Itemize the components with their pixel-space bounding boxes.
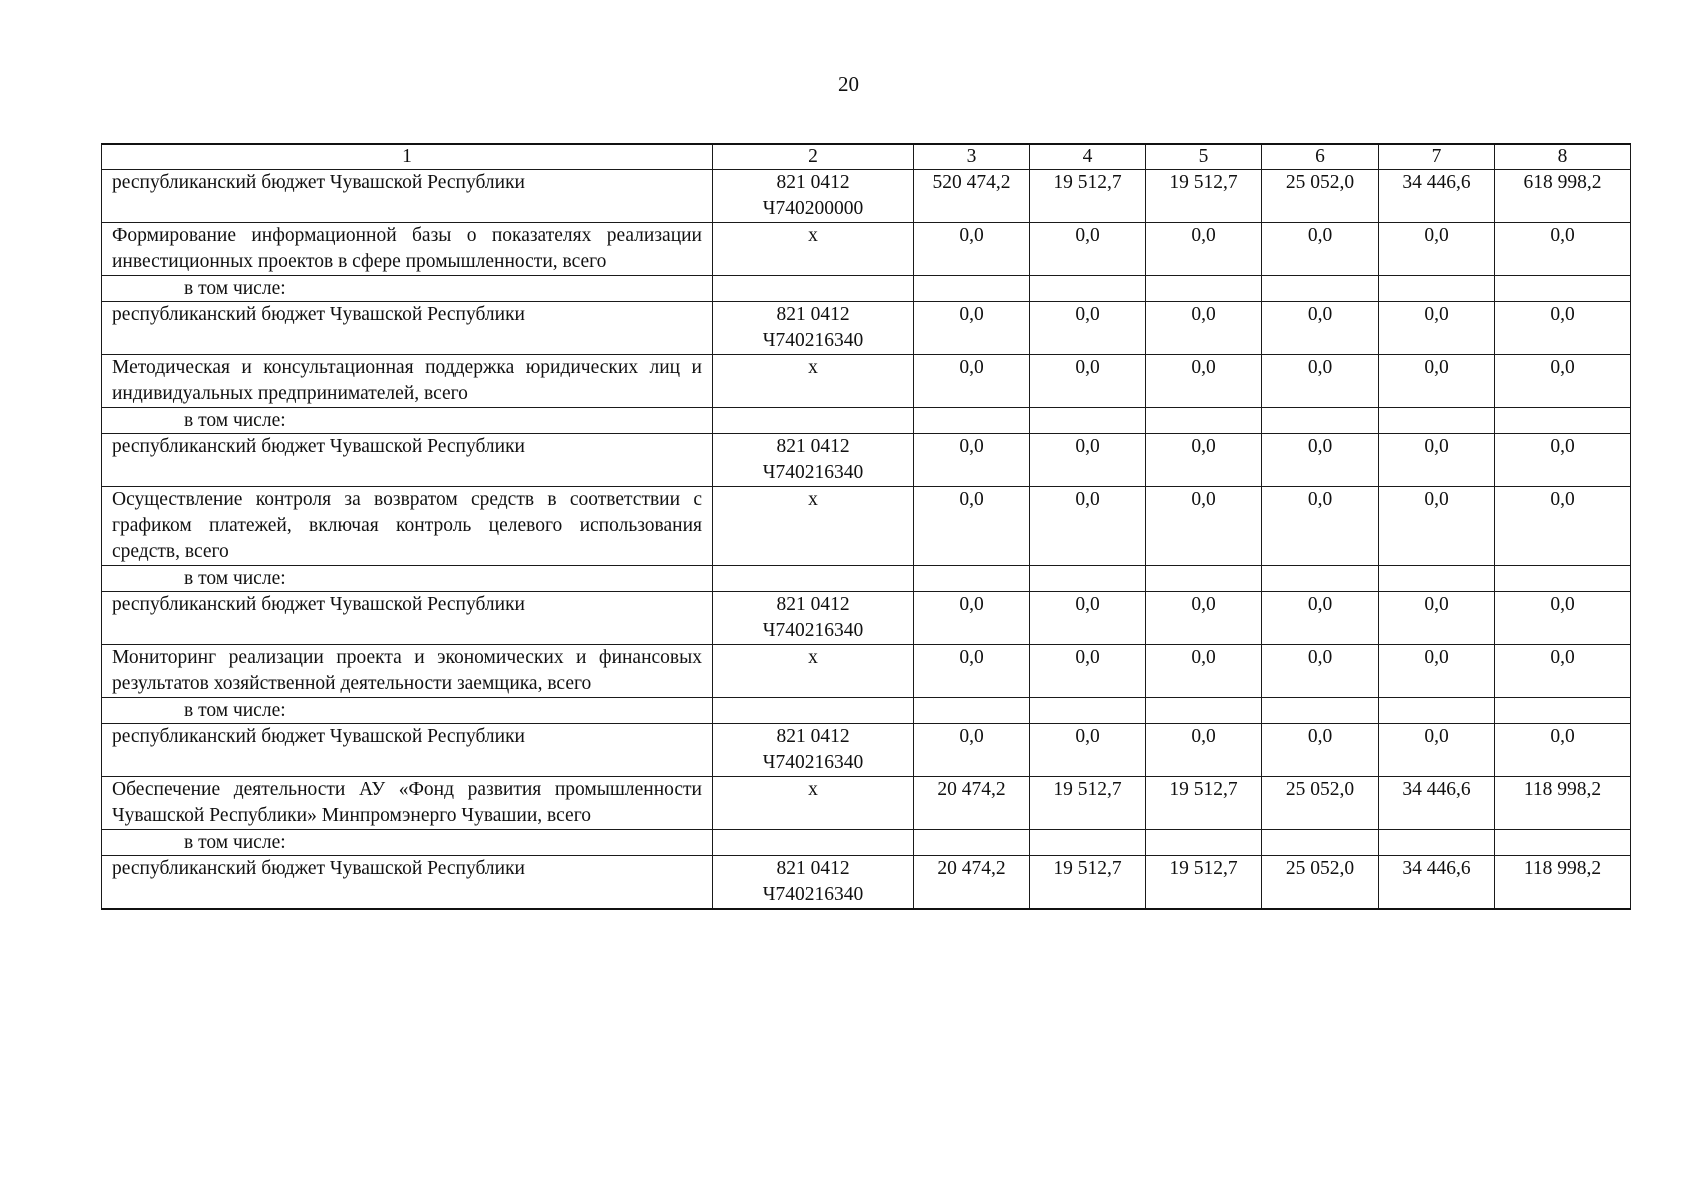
- empty-cell: [1379, 830, 1495, 856]
- amount-cell: 0,0: [1262, 223, 1379, 276]
- amount-cell: 34 446,6: [1379, 777, 1495, 830]
- row-sublabel: в том числе:: [102, 698, 713, 724]
- empty-cell: [713, 408, 914, 434]
- budget-code-cell: [713, 487, 914, 566]
- budget-code-cell: [713, 856, 914, 910]
- budget-code-cell: [713, 355, 914, 408]
- empty-cell: [1262, 566, 1379, 592]
- amount-cell: 19 512,7: [1030, 856, 1146, 910]
- amount-cell: 0,0: [1495, 724, 1631, 777]
- amount-cell: 0,0: [1146, 434, 1262, 487]
- table-row: [102, 170, 1631, 223]
- column-header: 4: [1030, 144, 1146, 170]
- amount-cell: 0,0: [1146, 355, 1262, 408]
- amount-cell: 0,0: [1495, 592, 1631, 645]
- amount-cell: 0,0: [1495, 487, 1631, 566]
- amount-cell: 0,0: [1379, 487, 1495, 566]
- budget-code-line: Ч740216340: [762, 330, 864, 351]
- amount-cell: 0,0: [1030, 355, 1146, 408]
- amount-cell: 0,0: [1030, 592, 1146, 645]
- amount-cell: 0,0: [1030, 487, 1146, 566]
- empty-cell: [1262, 698, 1379, 724]
- budget-code-line: 821 0412: [776, 858, 850, 879]
- amount-cell: 0,0: [1146, 645, 1262, 698]
- empty-cell: [1030, 276, 1146, 302]
- amount-cell: 0,0: [1146, 592, 1262, 645]
- amount-cell: 0,0: [914, 645, 1030, 698]
- column-number-row: [102, 144, 1631, 170]
- empty-cell: [1030, 408, 1146, 434]
- amount-cell: 0,0: [1146, 487, 1262, 566]
- budget-code-cell: [713, 777, 914, 830]
- amount-cell: 19 512,7: [1146, 170, 1262, 223]
- amount-cell: 19 512,7: [1146, 856, 1262, 910]
- table-row: [102, 223, 1631, 276]
- budget-code-line: х: [808, 489, 818, 510]
- amount-cell: 520 474,2: [914, 170, 1030, 223]
- empty-cell: [1379, 408, 1495, 434]
- table-row: [102, 355, 1631, 408]
- budget-code-cell: [713, 645, 914, 698]
- amount-cell: 0,0: [914, 223, 1030, 276]
- empty-cell: [1030, 566, 1146, 592]
- row-sublabel: в том числе:: [102, 566, 713, 592]
- budget-code-line: Ч740216340: [762, 462, 864, 483]
- column-header: 7: [1379, 144, 1495, 170]
- amount-cell: 0,0: [1495, 223, 1631, 276]
- amount-cell: 118 998,2: [1495, 777, 1631, 830]
- amount-cell: 0,0: [1379, 355, 1495, 408]
- row-name: республиканский бюджет Чувашской Республики: [102, 724, 713, 777]
- amount-cell: 0,0: [1495, 355, 1631, 408]
- row-name: республиканский бюджет Чувашской Республики: [102, 170, 713, 223]
- column-header: 1: [102, 144, 713, 170]
- amount-cell: 618 998,2: [1495, 170, 1631, 223]
- empty-cell: [713, 698, 914, 724]
- amount-cell: 0,0: [1495, 645, 1631, 698]
- amount-cell: 0,0: [1262, 645, 1379, 698]
- row-name: Осуществление контроля за возвратом средств в соответствии с графиком платежей, включая контроль целевого использования средств, всего: [102, 487, 713, 566]
- empty-cell: [1262, 276, 1379, 302]
- amount-cell: 0,0: [914, 302, 1030, 355]
- empty-cell: [713, 566, 914, 592]
- column-header: 6: [1262, 144, 1379, 170]
- amount-cell: 0,0: [1379, 724, 1495, 777]
- empty-cell: [1146, 566, 1262, 592]
- empty-cell: [914, 276, 1030, 302]
- empty-cell: [1379, 698, 1495, 724]
- budget-code-cell: [713, 592, 914, 645]
- empty-cell: [1495, 408, 1631, 434]
- amount-cell: 0,0: [1379, 434, 1495, 487]
- amount-cell: 0,0: [1030, 645, 1146, 698]
- empty-cell: [713, 276, 914, 302]
- empty-cell: [914, 408, 1030, 434]
- budget-table: [101, 143, 1631, 910]
- amount-cell: 0,0: [1379, 223, 1495, 276]
- empty-cell: [1146, 698, 1262, 724]
- budget-code-line: Ч740216340: [762, 752, 864, 773]
- empty-cell: [1262, 408, 1379, 434]
- amount-cell: 0,0: [914, 355, 1030, 408]
- budget-code-cell: [713, 434, 914, 487]
- column-header: 2: [713, 144, 914, 170]
- row-sublabel: в том числе:: [102, 408, 713, 434]
- amount-cell: 25 052,0: [1262, 170, 1379, 223]
- amount-cell: 25 052,0: [1262, 856, 1379, 910]
- amount-cell: 0,0: [1030, 724, 1146, 777]
- empty-cell: [1030, 830, 1146, 856]
- table-row: [102, 434, 1631, 487]
- amount-cell: 20 474,2: [914, 777, 1030, 830]
- budget-code-line: Ч740200000: [762, 198, 864, 219]
- amount-cell: 0,0: [1146, 223, 1262, 276]
- subtotal-label-row: [102, 830, 1631, 856]
- budget-code-cell: [713, 724, 914, 777]
- row-name: республиканский бюджет Чувашской Республики: [102, 856, 713, 910]
- amount-cell: 118 998,2: [1495, 856, 1631, 910]
- amount-cell: 0,0: [1262, 592, 1379, 645]
- budget-code-line: х: [808, 779, 818, 800]
- row-name: Формирование информационной базы о показателях реализации инвестиционных проектов в сфере промышленности, всего: [102, 223, 713, 276]
- table-row: [102, 856, 1631, 910]
- budget-code-cell: [713, 170, 914, 223]
- amount-cell: 0,0: [1030, 223, 1146, 276]
- empty-cell: [1262, 830, 1379, 856]
- budget-code-line: 821 0412: [776, 172, 850, 193]
- empty-cell: [914, 698, 1030, 724]
- page-number: 20: [838, 72, 859, 96]
- budget-code-line: Ч740216340: [762, 884, 864, 905]
- subtotal-label-row: [102, 276, 1631, 302]
- empty-cell: [1495, 830, 1631, 856]
- amount-cell: 34 446,6: [1379, 856, 1495, 910]
- row-name: республиканский бюджет Чувашской Республики: [102, 434, 713, 487]
- empty-cell: [1495, 566, 1631, 592]
- subtotal-label-row: [102, 408, 1631, 434]
- table-row: [102, 592, 1631, 645]
- empty-cell: [1495, 698, 1631, 724]
- empty-cell: [1379, 566, 1495, 592]
- empty-cell: [914, 830, 1030, 856]
- table-row: [102, 777, 1631, 830]
- amount-cell: 0,0: [1495, 434, 1631, 487]
- amount-cell: 19 512,7: [1146, 777, 1262, 830]
- amount-cell: 0,0: [1379, 592, 1495, 645]
- table-row: [102, 302, 1631, 355]
- empty-cell: [1495, 276, 1631, 302]
- column-header: 5: [1146, 144, 1262, 170]
- amount-cell: 0,0: [1262, 487, 1379, 566]
- row-name: Методическая и консультационная поддержка юридических лиц и индивидуальных предпринимателей, всего: [102, 355, 713, 408]
- table-row: [102, 724, 1631, 777]
- amount-cell: 0,0: [1379, 302, 1495, 355]
- amount-cell: 0,0: [1262, 355, 1379, 408]
- amount-cell: 25 052,0: [1262, 777, 1379, 830]
- row-name: Обеспечение деятельности АУ «Фонд развития промышленности Чувашской Республики» Минпромэнерго Чувашии, всего: [102, 777, 713, 830]
- empty-cell: [1146, 408, 1262, 434]
- budget-code-line: 821 0412: [776, 304, 850, 325]
- amount-cell: 0,0: [914, 487, 1030, 566]
- amount-cell: 0,0: [1495, 302, 1631, 355]
- table-row: [102, 645, 1631, 698]
- budget-code-line: Ч740216340: [762, 620, 864, 641]
- amount-cell: 0,0: [1379, 645, 1495, 698]
- row-sublabel: в том числе:: [102, 830, 713, 856]
- budget-code-cell: [713, 302, 914, 355]
- empty-cell: [1030, 698, 1146, 724]
- budget-code-cell: [713, 223, 914, 276]
- amount-cell: 19 512,7: [1030, 777, 1146, 830]
- amount-cell: 0,0: [1262, 434, 1379, 487]
- empty-cell: [1146, 276, 1262, 302]
- budget-code-line: 821 0412: [776, 726, 850, 747]
- budget-code-line: 821 0412: [776, 436, 850, 457]
- amount-cell: 0,0: [1262, 302, 1379, 355]
- budget-code-line: х: [808, 647, 818, 668]
- amount-cell: 0,0: [914, 592, 1030, 645]
- amount-cell: 0,0: [1030, 302, 1146, 355]
- row-name: республиканский бюджет Чувашской Республики: [102, 592, 713, 645]
- budget-code-line: х: [808, 357, 818, 378]
- amount-cell: 0,0: [1030, 434, 1146, 487]
- empty-cell: [1379, 276, 1495, 302]
- amount-cell: 0,0: [1262, 724, 1379, 777]
- amount-cell: 19 512,7: [1030, 170, 1146, 223]
- amount-cell: 0,0: [914, 724, 1030, 777]
- row-name: Мониторинг реализации проекта и экономических и финансовых результатов хозяйственной деятельности заемщика, всего: [102, 645, 713, 698]
- row-sublabel: в том числе:: [102, 276, 713, 302]
- subtotal-label-row: [102, 698, 1631, 724]
- empty-cell: [914, 566, 1030, 592]
- amount-cell: 20 474,2: [914, 856, 1030, 910]
- row-name: республиканский бюджет Чувашской Республики: [102, 302, 713, 355]
- budget-code-line: 821 0412: [776, 594, 850, 615]
- empty-cell: [713, 830, 914, 856]
- table-row: [102, 487, 1631, 566]
- empty-cell: [1146, 830, 1262, 856]
- table-body: [102, 144, 1631, 909]
- amount-cell: 0,0: [914, 434, 1030, 487]
- column-header: 8: [1495, 144, 1631, 170]
- amount-cell: 0,0: [1146, 302, 1262, 355]
- amount-cell: 34 446,6: [1379, 170, 1495, 223]
- column-header: 3: [914, 144, 1030, 170]
- subtotal-label-row: [102, 566, 1631, 592]
- amount-cell: 0,0: [1146, 724, 1262, 777]
- budget-code-line: х: [808, 225, 818, 246]
